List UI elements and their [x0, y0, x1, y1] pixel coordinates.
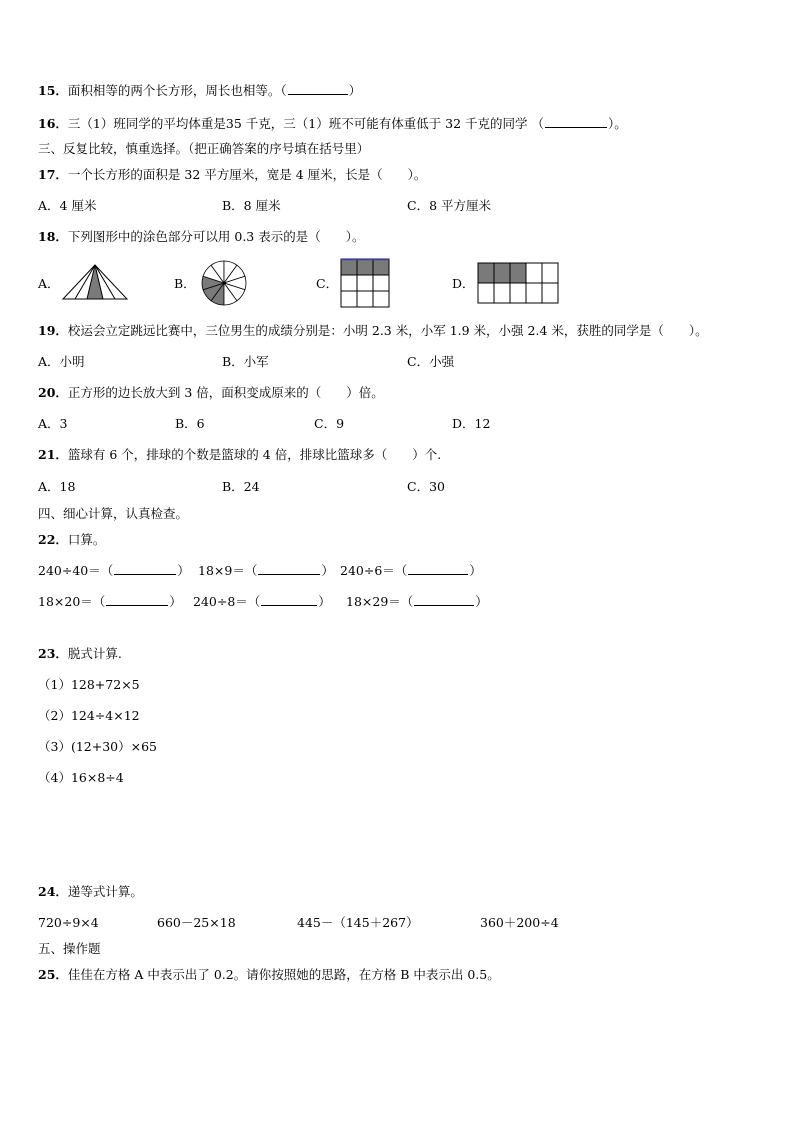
- question-text: 面积相等的两个长方形，周长也相等。（: [67, 83, 287, 98]
- option-b[interactable]: B．6: [175, 416, 205, 431]
- calc-item: （2）124÷4×12: [38, 708, 140, 723]
- question-number: 25．: [38, 967, 68, 982]
- option-a[interactable]: A．3: [38, 416, 68, 431]
- answer-blank[interactable]: [414, 594, 474, 606]
- question-text: 佳佳在方格 A 中表示出了 0.2。请你按照她的思路，在方格 B 中表示出 0.5。: [67, 967, 500, 982]
- section-heading-4: 四、细心计算，认真检查。: [38, 506, 189, 521]
- option-c[interactable]: C．9: [314, 416, 345, 431]
- oral-calc-item: 18×20＝（ ）: [38, 594, 182, 609]
- option-a-label[interactable]: A．: [38, 276, 60, 291]
- option-c-label[interactable]: C．: [316, 276, 339, 291]
- answer-blank[interactable]: [106, 594, 168, 606]
- option-b-label[interactable]: B．: [174, 276, 196, 291]
- calc-item: （1）128+72×5: [38, 677, 140, 692]
- question-text: 脱式计算.: [67, 646, 122, 661]
- calc-item: 720÷9×4: [38, 915, 99, 930]
- question-number: 18．: [38, 229, 68, 244]
- answer-blank[interactable]: [288, 83, 348, 95]
- option-b[interactable]: B．8 厘米: [222, 198, 281, 213]
- question-number: 24．: [38, 884, 68, 899]
- calc-item: （4）16×8÷4: [38, 770, 124, 785]
- triangle-figure[interactable]: [60, 262, 130, 302]
- answer-blank[interactable]: [408, 563, 468, 575]
- calc-item: 360＋200÷4: [480, 915, 559, 930]
- oral-calc-item: 240÷8＝（ ）: [193, 594, 331, 609]
- option-b[interactable]: B．24: [222, 479, 260, 494]
- question-number: 16．: [38, 116, 68, 131]
- question-text: 递等式计算。: [67, 884, 143, 899]
- option-d-label[interactable]: D．: [452, 276, 475, 291]
- question-number: 17．: [38, 167, 68, 182]
- grid-figure-c[interactable]: [340, 258, 391, 308]
- answer-blank[interactable]: [261, 594, 317, 606]
- option-a[interactable]: A．小明: [38, 354, 85, 369]
- question-19: [38, 323, 708, 339]
- question-25: [38, 967, 500, 983]
- calc-item: 660－25×18: [157, 915, 236, 930]
- option-c[interactable]: C．30: [407, 479, 445, 494]
- question-text: 一个长方形的面积是 32 平方厘米，宽是 4 厘米，长是（ ）。: [67, 167, 427, 182]
- grid-figure-d[interactable]: [477, 262, 561, 304]
- question-20: [38, 385, 384, 401]
- option-c[interactable]: C．8 平方厘米: [407, 198, 491, 213]
- calc-item: （3）(12+30）×65: [38, 739, 157, 754]
- question-number: 21．: [38, 447, 68, 462]
- question-15: 15．面积相等的两个长方形，周长也相等。（ ）: [38, 83, 362, 98]
- oral-calc-item: 18×9＝（ ）: [198, 563, 334, 578]
- section-heading-3: 三、反复比较，慎重选择。（把正确答案的序号填在括号里）: [38, 141, 370, 156]
- option-a[interactable]: A．4 厘米: [38, 198, 97, 213]
- question-18: [38, 229, 364, 245]
- oral-calc-item: 240÷40＝（ ）: [38, 563, 190, 578]
- question-23: [38, 646, 122, 662]
- question-text: 正方形的边长放大到 3 倍，面积变成原来的（ ）倍。: [67, 385, 384, 400]
- question-number: 20．: [38, 385, 68, 400]
- answer-blank[interactable]: [114, 563, 176, 575]
- question-number: 22．: [38, 532, 68, 547]
- oral-calc-item: 240÷6＝（ ）: [340, 563, 482, 578]
- circle-figure[interactable]: [200, 259, 248, 307]
- option-d[interactable]: D．12: [452, 416, 491, 431]
- question-text: 篮球有 6 个，排球的个数是篮球的 4 倍，排球比篮球多（ ）个.: [67, 447, 442, 462]
- answer-blank[interactable]: [258, 563, 320, 575]
- question-21: [38, 447, 441, 463]
- option-c[interactable]: C．小强: [407, 354, 455, 369]
- question-number: 15．: [38, 83, 68, 98]
- oral-calc-item: 18×29＝（ ）: [346, 594, 488, 609]
- question-17: [38, 167, 426, 183]
- question-text: 三（1）班同学的平均体重是35 千克，三（1）班不可能有体重低于 32 千克的同学 （: [67, 116, 545, 131]
- option-b[interactable]: B．小军: [222, 354, 269, 369]
- shaded-cells: [478, 263, 526, 283]
- question-text: 校运会立定跳远比赛中，三位男生的成绩分别是：小明 2.3 米，小军 1.9 米，小强 2.4 米，获胜的同学是（ ）。: [67, 323, 708, 338]
- question-text: 口算。: [67, 532, 106, 547]
- question-text: 下列图形中的涂色部分可以用 0.3 表示的是（ ）。: [67, 229, 365, 244]
- shaded-row: [341, 259, 389, 275]
- question-24: [38, 884, 143, 900]
- question-22: [38, 532, 105, 548]
- calc-item: 445－（145＋267）: [297, 915, 419, 930]
- option-a[interactable]: A．18: [38, 479, 76, 494]
- question-number: 19．: [38, 323, 68, 338]
- section-heading-5: 五、操作题: [38, 941, 101, 956]
- question-16: 16．三（1）班同学的平均体重是35 千克，三（1）班不可能有体重低于 32 千克的同学 （ ）。: [38, 116, 627, 131]
- answer-blank[interactable]: [545, 116, 607, 128]
- question-number: 23．: [38, 646, 68, 661]
